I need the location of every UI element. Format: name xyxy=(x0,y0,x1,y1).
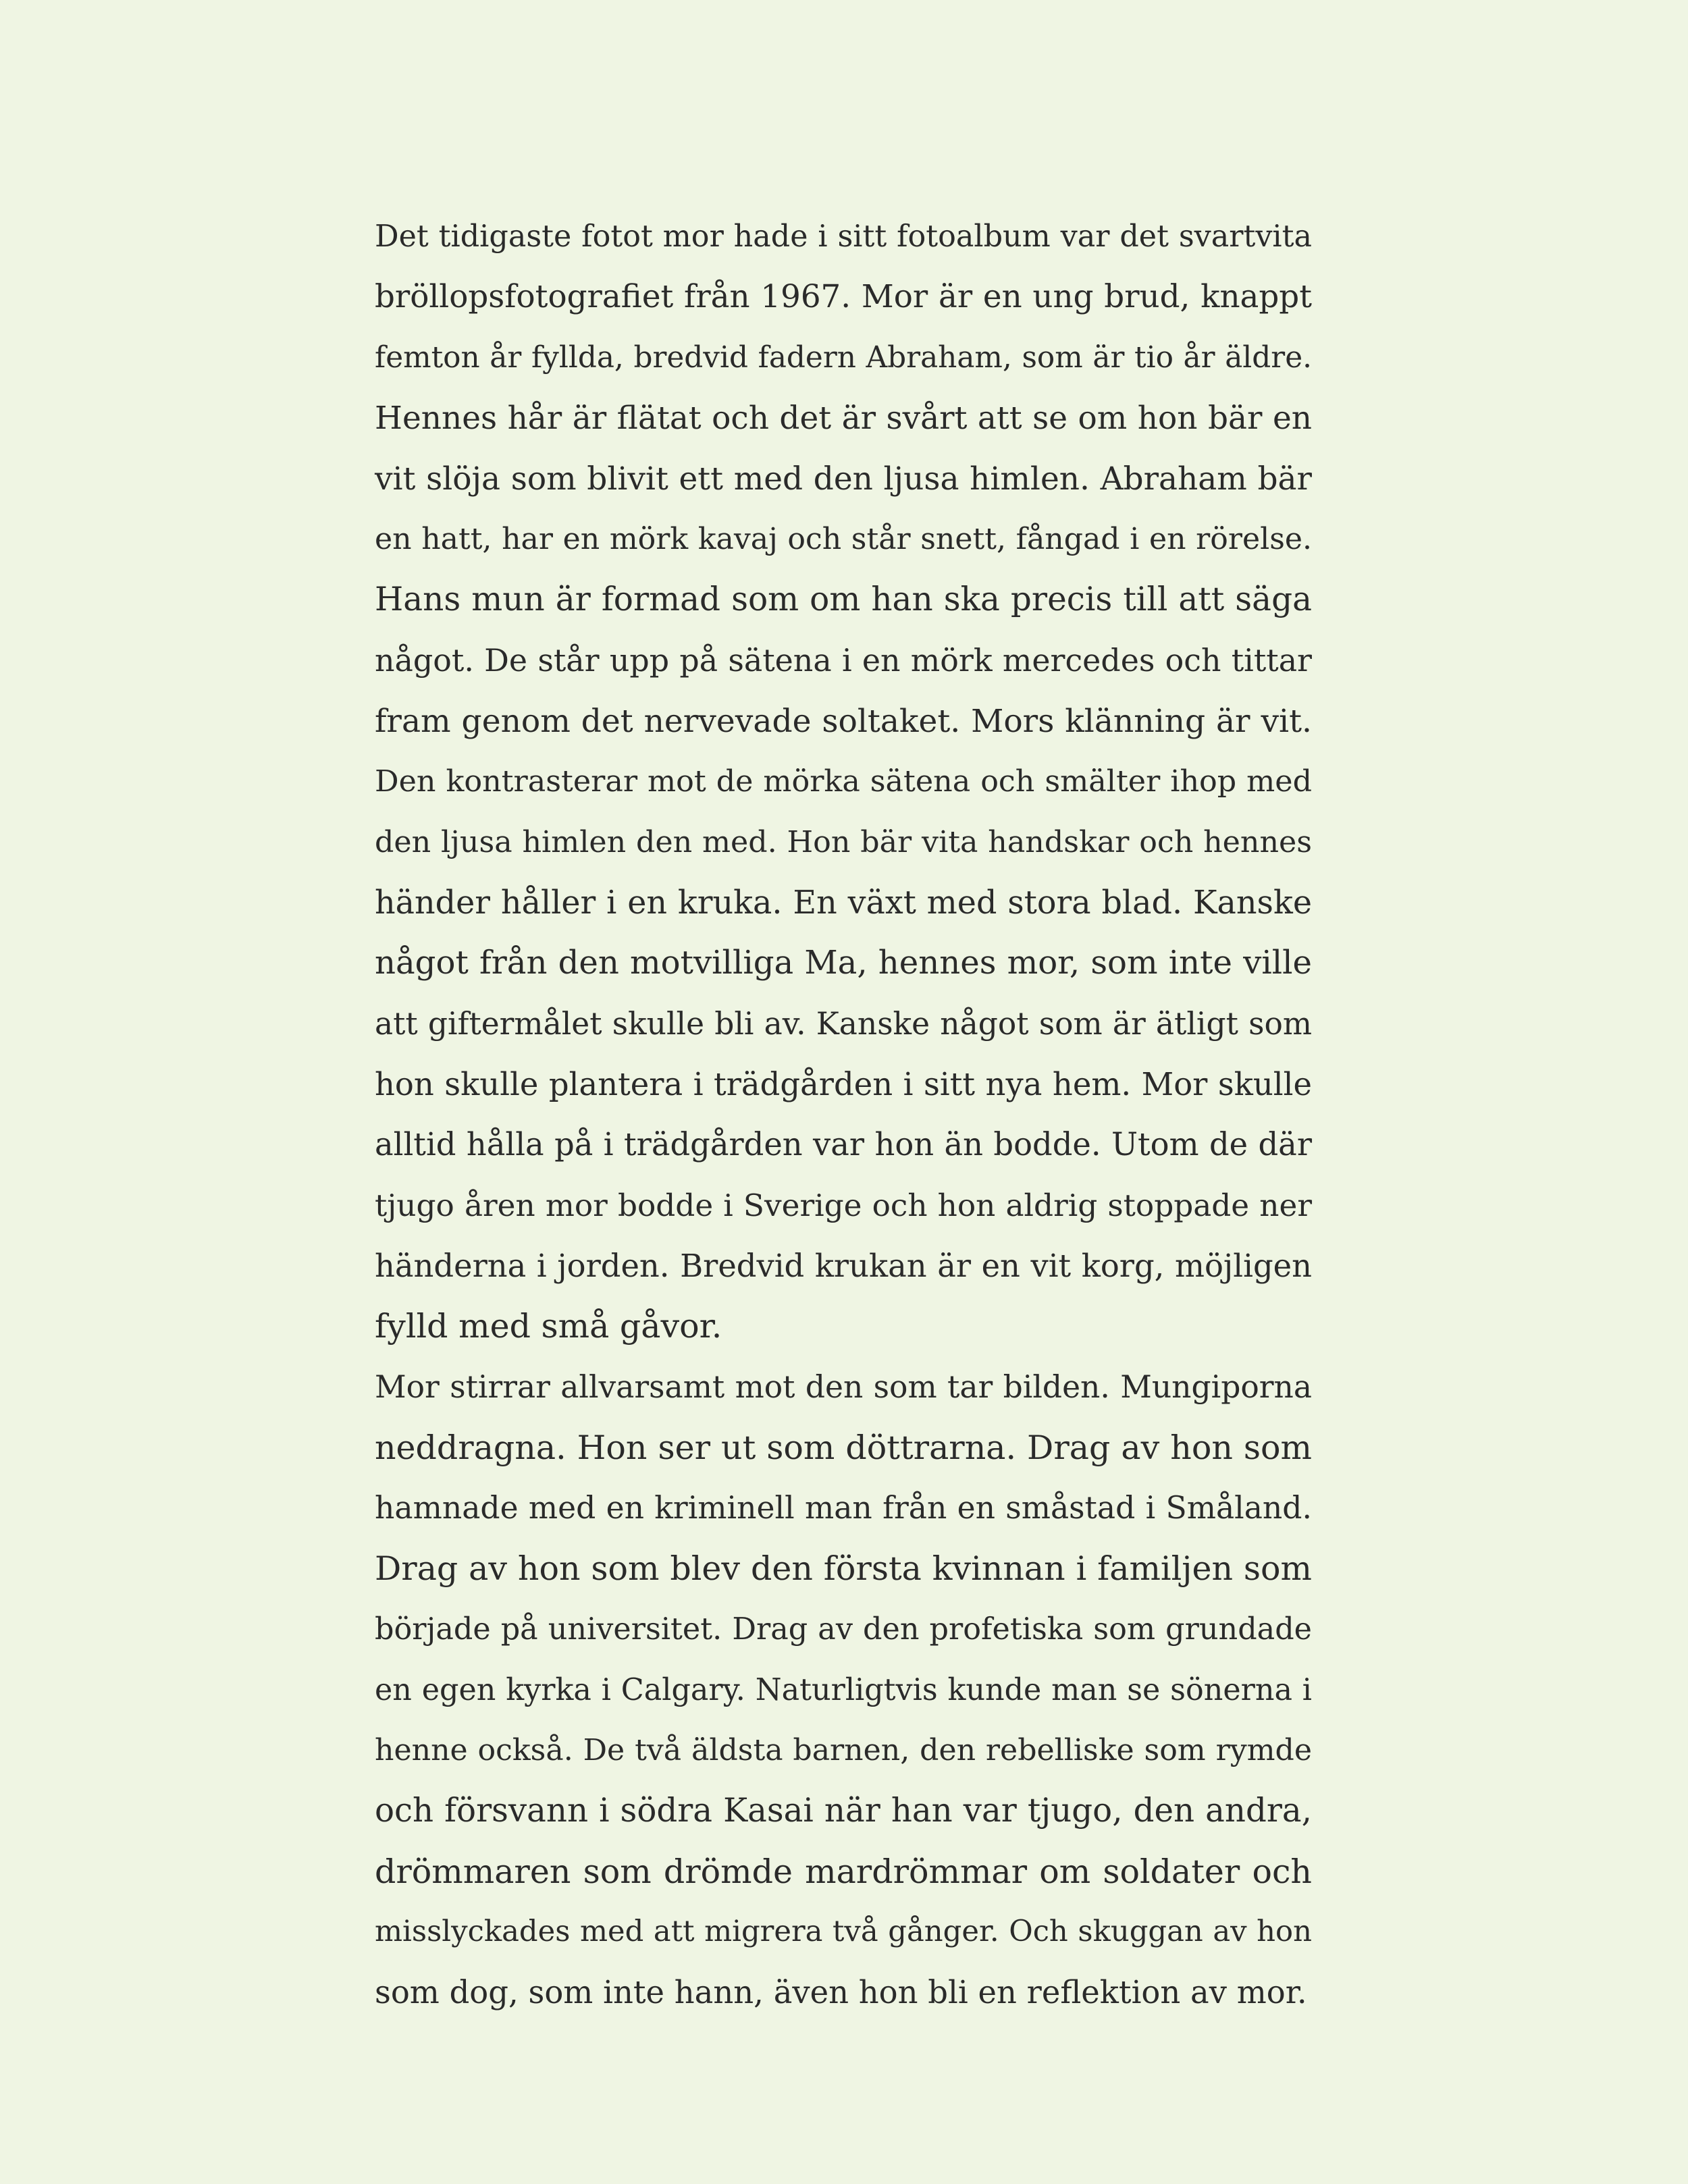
text-line: började på universitet. Drag av den profetiska som grundade xyxy=(375,1612,1312,1647)
text-line: misslyckades med att migrera två gånger. Och skuggan av hon xyxy=(375,1915,1312,1949)
paragraph-1 xyxy=(375,207,1312,1357)
text-line: en hatt, har en mörk kavaj och står snett, fångad i en rörelse. xyxy=(375,522,1312,557)
text-line: Den kontrasterar mot de mörka sätena och smälter ihop med xyxy=(375,764,1312,799)
text-line: drömmaren som drömde mardrömmar om soldater och xyxy=(375,1852,1312,1891)
text-line: händer håller i en kruka. En växt med stora blad. Kanske xyxy=(375,884,1312,922)
text-line: alltid hålla på i trädgården var hon än bodde. Utom de där xyxy=(375,1126,1312,1163)
text-line: Hennes hår är flätat och det är svårt att se om hon bär en xyxy=(375,400,1312,437)
text-line: fylld med små gåvor. xyxy=(375,1307,722,1346)
text-line: Drag av hon som blev den första kvinnan i familjen som xyxy=(375,1549,1312,1589)
paragraph-2 xyxy=(375,1357,1312,2023)
text-line: Det tidigaste fotot mor hade i sitt fotoalbum var det svartvita xyxy=(375,219,1312,254)
text-line: vit slöja som blivit ett med den ljusa himlen. Abraham bär xyxy=(375,460,1312,498)
text-line: neddragna. Hon ser ut som döttrarna. Drag av hon som xyxy=(375,1428,1312,1467)
text-line: något från den motvilliga Ma, hennes mor, som inte ville xyxy=(375,944,1312,982)
text-line: fram genom det nervevade soltaket. Mors klänning är vit. xyxy=(375,702,1312,740)
text-line: hon skulle plantera i trädgården i sitt nya hem. Mor skulle xyxy=(375,1065,1312,1102)
text-line: hamnade med en kriminell man från en småstad i Småland. xyxy=(375,1490,1312,1526)
text-line: en egen kyrka i Calgary. Naturligtvis kunde man se sönerna i xyxy=(375,1672,1312,1707)
text-line: att giftermålet skulle bli av. Kanske något som är ätligt som xyxy=(375,1005,1312,1042)
text-line: tjugo åren mor bodde i Sverige och hon aldrig stoppade ner xyxy=(375,1188,1312,1223)
text-line: Hans mun är formad som om han ska precis till att säga xyxy=(375,581,1312,619)
text-line: bröllopsfotografiet från 1967. Mor är en ung brud, knappt xyxy=(375,278,1312,315)
text-line: Mor stirrar allvarsamt mot den som tar bilden. Mungiporna xyxy=(375,1369,1312,1406)
text-line: något. De står upp på sätena i en mörk mercedes och tittar xyxy=(375,641,1312,678)
text-line: och försvann i södra Kasai när han var tjugo, den andra, xyxy=(375,1791,1312,1830)
text-line: händerna i jorden. Bredvid krukan är en vit korg, möjligen xyxy=(375,1247,1312,1284)
text-line: femton år fyllda, bredvid fadern Abraham, som är tio år äldre. xyxy=(375,340,1312,375)
text-line: den ljusa himlen den med. Hon bär vita handskar och hennes xyxy=(375,824,1312,859)
body-text xyxy=(375,207,1312,2023)
text-line: som dog, som inte hann, även hon bli en reflektion av mor. xyxy=(375,1973,1307,2010)
text-line: henne också. De två äldsta barnen, den rebelliske som rymde xyxy=(375,1733,1312,1768)
